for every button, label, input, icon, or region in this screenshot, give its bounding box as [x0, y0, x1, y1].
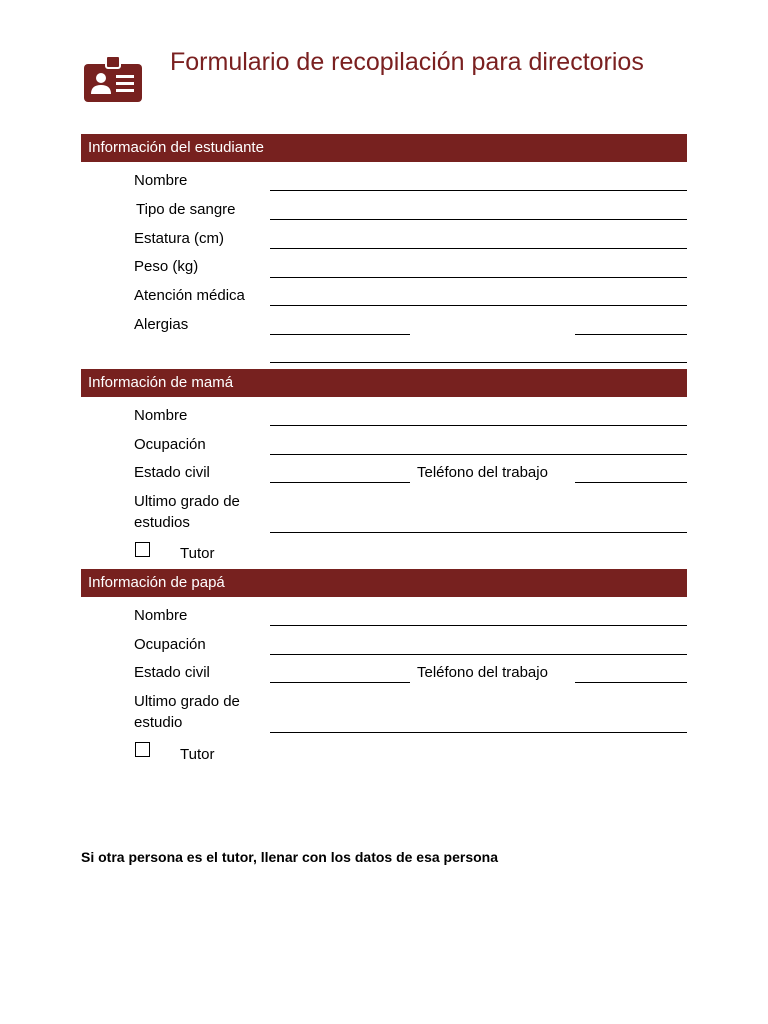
father-work-phone-field[interactable]	[575, 682, 687, 683]
student-height-field[interactable]	[270, 248, 687, 249]
father-education-label-line2: estudio	[134, 714, 183, 731]
father-education-field[interactable]	[270, 732, 687, 733]
student-medical-field[interactable]	[270, 305, 687, 306]
section-header-student: Información del estudiante	[81, 134, 687, 162]
student-blood-field[interactable]	[270, 219, 687, 220]
footer-note: Si otra persona es el tutor, llenar con los datos de esa persona	[81, 849, 499, 865]
father-name-label: Nombre	[134, 607, 188, 624]
father-work-phone-label: Teléfono del trabajo	[417, 664, 548, 681]
mother-tutor-checkbox[interactable]	[135, 542, 150, 557]
mother-name-label: Nombre	[134, 407, 188, 424]
mother-occupation-label: Ocupación	[134, 436, 206, 453]
student-allergies-field-2[interactable]	[575, 334, 687, 335]
student-medical-label: Atención médica	[134, 287, 245, 304]
page-title: Formulario de recopilación para directorios	[170, 48, 644, 76]
mother-occupation-field[interactable]	[270, 454, 687, 455]
student-weight-label: Peso (kg)	[134, 258, 199, 275]
section-header-mother: Información de mamá	[81, 369, 687, 397]
student-allergies-label: Alergias	[134, 316, 189, 333]
student-allergies-field-1[interactable]	[270, 334, 410, 335]
father-occupation-label: Ocupación	[134, 636, 206, 653]
section-header-father: Información de papá	[81, 569, 687, 597]
father-education-label-line1: Ultimo grado de	[134, 693, 240, 710]
contact-card-icon	[84, 56, 142, 102]
student-weight-field[interactable]	[270, 277, 687, 278]
student-name-field[interactable]	[270, 190, 687, 191]
mother-name-field[interactable]	[270, 425, 687, 426]
mother-education-label-line1: Ultimo grado de	[134, 493, 240, 510]
mother-marital-field[interactable]	[270, 482, 410, 483]
father-tutor-label: Tutor	[180, 746, 215, 763]
mother-tutor-label: Tutor	[180, 545, 215, 562]
student-allergies-field-3[interactable]	[270, 362, 687, 363]
father-name-field[interactable]	[270, 625, 687, 626]
father-tutor-checkbox[interactable]	[135, 742, 150, 757]
student-name-label: Nombre	[134, 172, 188, 189]
mother-work-phone-field[interactable]	[575, 482, 687, 483]
mother-education-field[interactable]	[270, 532, 687, 533]
father-occupation-field[interactable]	[270, 654, 687, 655]
student-blood-label: Tipo de sangre	[136, 201, 236, 218]
mother-marital-label: Estado civil	[134, 464, 210, 481]
father-marital-field[interactable]	[270, 682, 410, 683]
mother-work-phone-label: Teléfono del trabajo	[417, 464, 548, 481]
father-marital-label: Estado civil	[134, 664, 210, 681]
mother-education-label-line2: estudios	[134, 514, 190, 531]
student-height-label: Estatura (cm)	[134, 230, 225, 247]
